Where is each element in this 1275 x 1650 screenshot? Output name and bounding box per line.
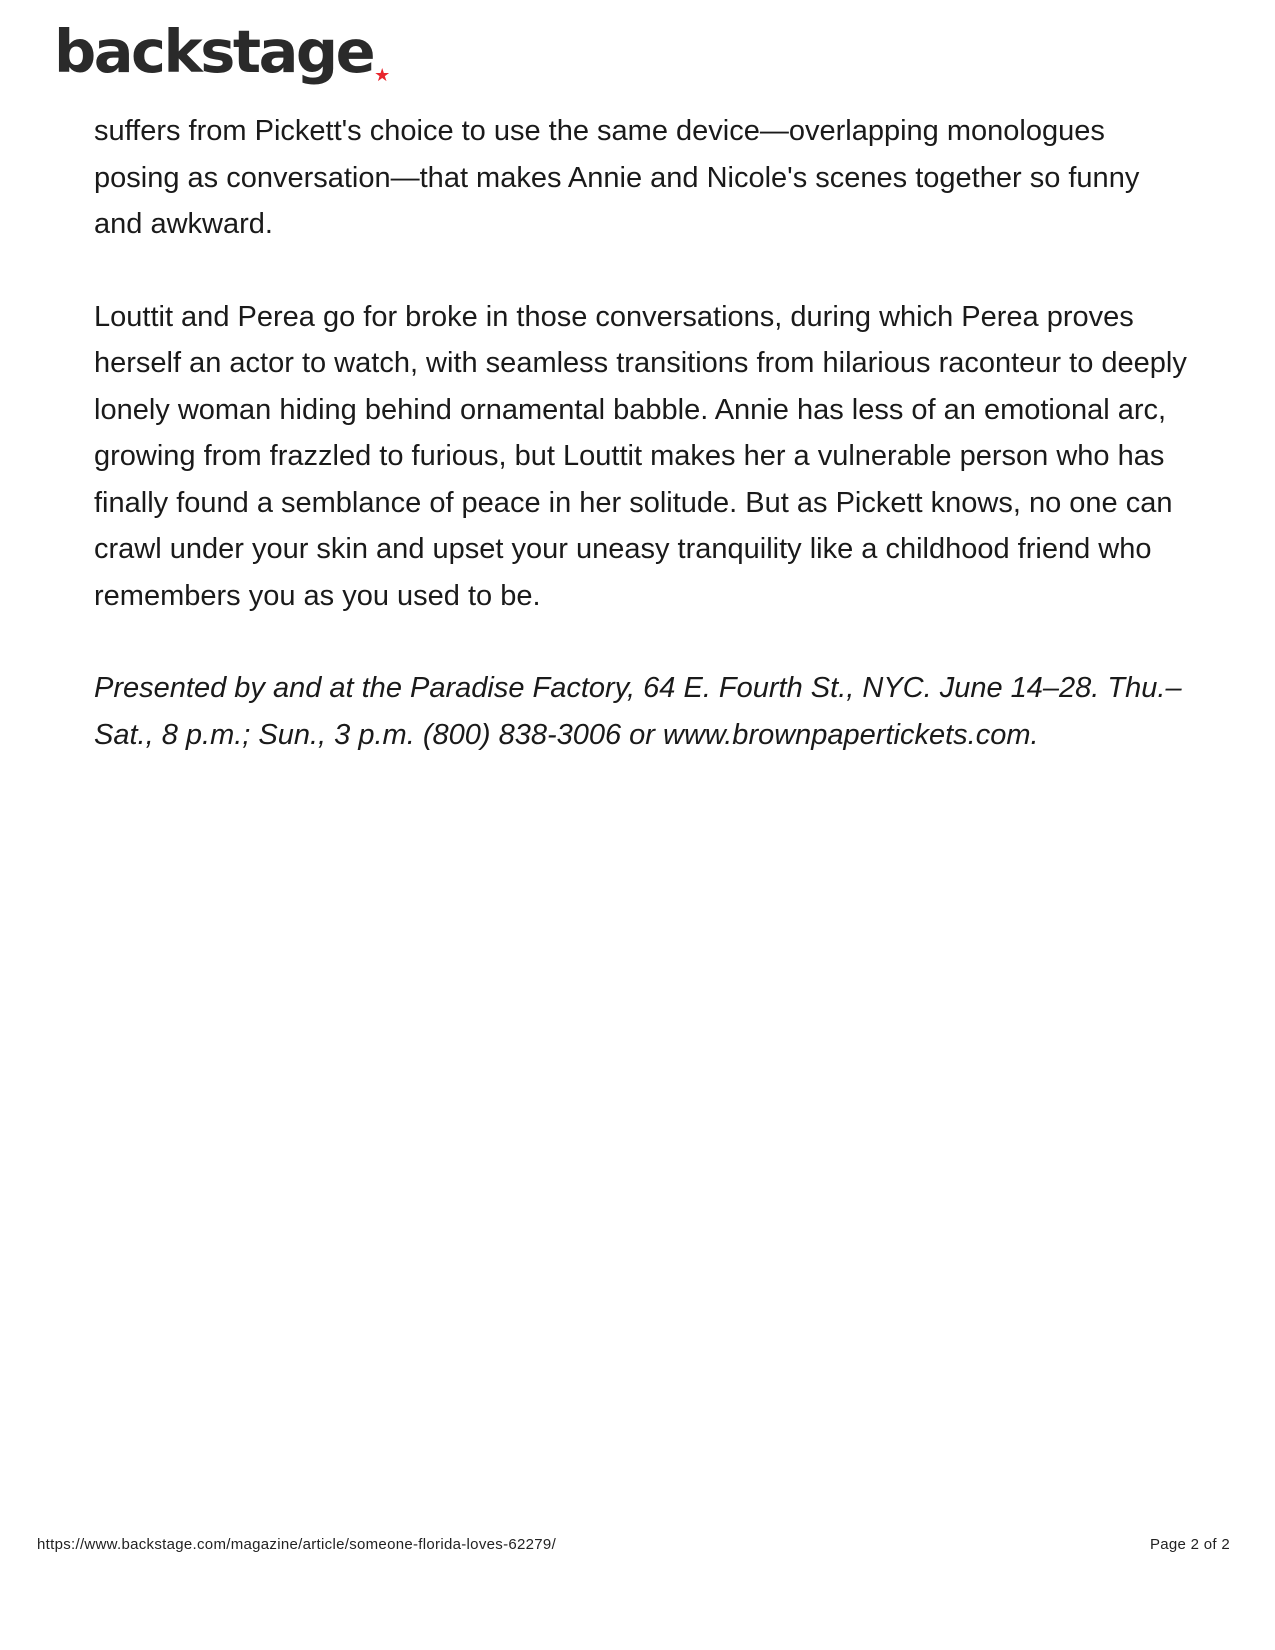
article-body (94, 108, 1194, 804)
backstage-logo[interactable] (54, 17, 391, 86)
page-url: https://www.backstage.com/magazine/article/someone-florida-loves-62279/ (37, 1536, 557, 1553)
article-paragraph-2: Louttit and Perea go for broke in those conversations, during which Perea proves herself an actor to watch, with seamless transitions from hilarious raconteur to deeply lonely woman hiding behind ornamental babble. Annie has less of an emotional arc, growing from frazzled to furious, but Louttit makes her a vulnerable person who has finally found a semblance of peace in her solitude. But as Pickett knows, no one can crawl under your skin and upset your uneasy tranquility like a childhood friend who remembers you as you used to be. (94, 300, 1187, 612)
star-icon: ★ (374, 65, 391, 85)
production-credits: Presented by and at the Paradise Factory, 64 E. Fourth St., NYC. June 14–28. Thu.–Sat., 8 p.m.; Sun., 3 p.m. (800) 838-3006 or www.brownpapertickets.com. (94, 672, 1182, 751)
page-number: Page 2 of 2 (1149, 1536, 1230, 1553)
logo-text: backstage (54, 17, 374, 86)
article-paragraph-1: suffers from Pickett's choice to use the same device—overlapping monologues posing as conversation—that makes Annie and Nicole's scenes together so funny and awkward. (94, 115, 1140, 240)
